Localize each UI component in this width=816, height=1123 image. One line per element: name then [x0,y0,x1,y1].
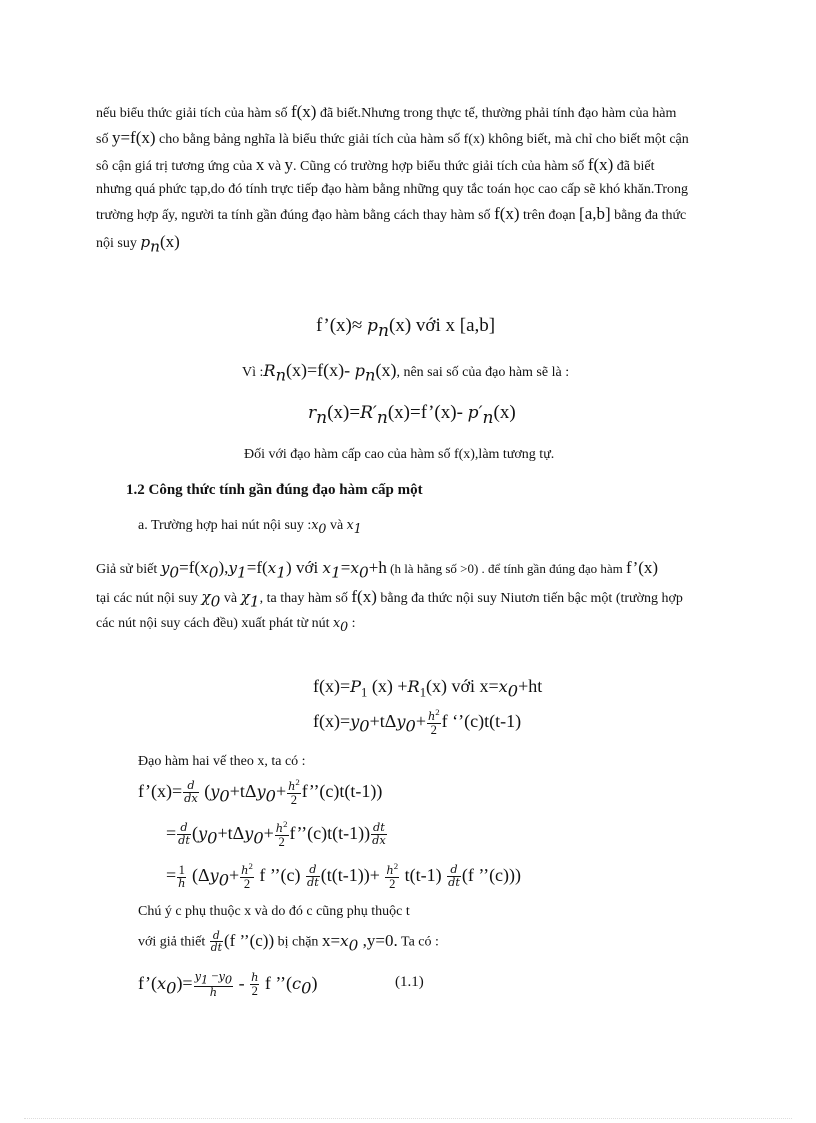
math: h [178,875,186,890]
math: h [209,985,217,1000]
math: x [498,677,508,696]
math: dt [373,820,385,835]
math-sub: n [150,237,160,256]
math: ), [218,558,229,577]
math: n [275,365,287,385]
math: 0 [208,563,219,582]
text: và [220,591,241,606]
math: ,y=0. [358,930,398,950]
note-line-2 [138,930,439,964]
math: 1 [201,972,209,987]
equation-5 [138,778,382,808]
math: 0 [318,520,327,536]
math: x= [321,930,341,950]
text: : [348,616,356,631]
math: 2 [290,793,298,808]
math: y [218,969,225,983]
equation-6 [166,820,388,850]
math: p [354,361,366,380]
text: nhưng quá phức tạp,do đó tính trực tiếp đạo hàm bằng những quy tắc toán học cao cấp sẽ khó khăn.Trong [96,182,689,197]
math: d [210,930,223,942]
math: f(x)= [313,676,351,696]
math: +ht [518,676,543,696]
math: c [292,973,302,993]
math: + [263,822,274,843]
text: cho bằng bảng nghĩa là biểu thức giải tích của hàm số f(x) không biết, mà chỉ cho biết một cận [155,132,689,147]
math: 0 [507,681,519,701]
math: + [229,864,240,885]
text: bị chặn [274,934,322,950]
paragraph-line-5 [96,204,686,226]
math: (x) với x [a,b] [389,315,496,336]
fraction [275,820,289,850]
math: 0 [359,716,370,736]
math: R′ [360,403,377,423]
math: y [160,559,170,577]
page-bottom-rule [24,1118,792,1119]
math: 0 [207,828,218,848]
fraction [371,822,387,847]
text: nếu biểu thức giải tích của hàm số [96,106,291,121]
fraction [183,780,199,805]
math: x [340,931,349,950]
derive-intro [138,752,306,772]
math: 2 [251,983,258,998]
fraction [250,969,259,998]
math: f’’(c)t(t-1)) [301,780,383,801]
math-x: (x) [160,232,180,251]
math: x [267,559,277,577]
text: Vì : [242,365,264,380]
math: 2 [283,819,288,829]
paragraph-line-2 [96,128,689,150]
subcase-line [138,515,362,539]
text: với giả thiết [138,934,209,950]
math: ) với [286,558,323,577]
math: y [210,781,220,801]
text: tại các nút nội suy [96,591,202,606]
math: h [427,709,436,724]
math: p′ [467,403,483,423]
math: f ‘’(c)t(t-1) [441,710,522,731]
math: 2 [278,835,285,850]
text: và [326,518,347,533]
math: y [396,711,406,731]
math: 0 [224,972,233,987]
math: dt [210,941,222,955]
math: f ’’(c) [254,864,305,885]
math: x [200,559,209,577]
math: (Δ [187,864,210,885]
math: ( [191,822,198,843]
text: Đối với đạo hàm cấp cao của hàm số f(x),làm tương tự. [244,447,555,462]
fraction [177,864,186,890]
text: . Cũng có trường hợp biểu thức giải tích của hàm số [293,159,588,174]
math: f ’’( [260,972,293,993]
text: nội suy [96,236,141,251]
math-yfx: y=f(x) [111,128,156,147]
math: 2 [435,707,440,717]
text: a. Trường hợp hai nút nội suy : [138,518,312,533]
math: 2 [248,861,253,871]
math: (x) với x= [425,676,499,696]
math: d [177,822,191,835]
math: n [376,407,388,428]
math: x [311,517,319,532]
math: y [256,781,266,801]
equation-2 [308,402,516,428]
math-fx: f(x) [587,155,614,174]
math: 0 [169,563,180,582]
math: =f( [246,558,268,577]
assume-line-3 [96,613,355,637]
math: 0 [301,978,312,998]
math: 0 [359,563,369,582]
math: y [228,559,238,577]
math: r [308,403,317,423]
equation-8 [138,970,317,999]
text: số [96,132,112,147]
math: f’(x)≈ [316,315,368,336]
math: 0 [219,786,230,806]
math: y [194,969,201,983]
math: f(x)= [313,710,351,731]
equation-7 [166,862,521,892]
fraction [177,822,191,847]
math: x [156,973,167,993]
math: 1 [419,685,426,700]
math-fx: f(x) [494,204,520,223]
math: dt [306,875,319,890]
error-line [242,360,569,386]
math: h [386,863,394,878]
math: h [275,821,284,836]
math: χ [240,588,250,606]
math: - [234,972,250,993]
math: dx [372,833,386,848]
paragraph-line-3 [96,155,655,177]
math: 2 [295,777,300,787]
math: R [263,361,276,380]
math: f’( [138,972,157,993]
math: 0 [265,786,276,806]
paragraph-line-1 [96,102,676,124]
math-fx: f(x) [290,102,317,121]
fraction [210,930,223,953]
fraction [306,864,320,889]
math: 1 [353,520,362,536]
math: 0 [210,592,221,611]
math: h [241,863,249,878]
math: 1 [237,563,247,582]
math: 2 [389,877,396,892]
math: 2 [243,877,251,892]
math: x [322,559,332,577]
fraction [287,778,301,808]
math: 1 [276,563,287,582]
math: n [365,365,376,385]
math: (x) + [367,676,408,696]
fraction [194,970,234,999]
math: f’’(c)t(t-1)) [289,822,371,843]
math-interval: [a,b] [579,204,611,223]
text: sô cận giá trị tương ứng của [96,159,256,174]
math: 1 [331,563,341,582]
math: R [407,677,420,696]
text: trường hợp ấy, người ta tính gần đúng đạo hàm bằng cách thay hàm số [96,208,495,223]
text: , ta thay hàm số [259,591,352,606]
math: (t(t-1))+ [320,864,385,885]
math: 0 [218,870,229,890]
math: 1 [249,592,260,611]
math: f’(x)= [138,780,183,801]
text: đã biết [613,159,655,174]
math: ( [199,780,211,801]
math: (x)=f’(x)- [387,402,468,423]
math: )= [176,972,193,993]
math: P [350,677,362,696]
higher-order-note [244,445,554,465]
math-p: p [140,233,151,251]
math: 0 [405,716,416,736]
math: n [378,320,390,341]
math: x [332,615,341,630]
math: 2 [393,861,399,871]
text: bằng đa thức nội suy Niutơn tiến bậc một (trường hợp [376,591,683,606]
math: d [306,864,320,877]
math: = [340,558,351,577]
math: 1 [361,685,368,700]
text: Đạo hàm hai vế theo x, ta có : [138,754,306,769]
fraction [240,862,254,892]
math: dx [184,791,198,806]
fraction [447,864,461,889]
math: f’(x) [625,558,659,577]
math: y [350,711,360,731]
assume-line-1 [96,558,658,582]
math: 0 [348,936,359,955]
math: = [166,822,177,843]
paragraph-line-4 [96,180,688,200]
math: 1 [178,862,185,877]
math: d [183,780,199,793]
math: ) [311,972,318,993]
math: y [244,823,254,843]
text: Ta có : [397,934,439,950]
text: Chú ý c phụ thuộc x và do đó c cũng phụ thuộc t [138,904,410,919]
text: đã biết.Nhưng trong thực tế, thường phải tính đạo hàm của hàm [316,106,677,121]
math: f(x) [351,587,377,606]
math: h [251,969,259,984]
math-x: x [255,155,265,174]
math: +tΔ [369,710,397,731]
math: dt [448,875,460,890]
equation-number: (1.1) [395,974,424,990]
math: = [166,864,177,885]
math: + [275,780,287,801]
math: x [346,517,354,532]
text: trên đoạn [519,208,580,223]
note-line-1 [138,902,410,922]
math: (f ’’(c))) [461,864,522,885]
math: − [208,969,219,983]
fraction [427,708,441,738]
section-heading: 1.2 Công thức tính gần đúng đạo hàm cấp một [126,482,423,498]
math-y: y [284,155,294,174]
math: + [415,710,426,731]
math: 0 [253,828,264,848]
math: (x)=f(x)- [286,360,355,380]
math: p [367,316,378,336]
fraction [385,862,399,892]
math: χ [201,588,211,606]
math: t(t-1) [400,864,447,885]
equation-3 [313,676,542,701]
math: (x) [493,402,516,423]
math: y [209,865,219,885]
equation-4 [313,708,521,738]
paragraph-line-6 [96,232,180,256]
math: d [447,864,461,877]
math: h [288,779,296,794]
equation-1 [316,315,495,341]
text: Giả sử biết [96,562,161,577]
math: +tΔ [217,822,245,843]
math: n [316,407,328,428]
math: (x)= [327,402,361,423]
math: =f( [179,558,201,577]
math: n [482,407,494,428]
text: các nút nội suy cách đều) xuất phát từ nút [96,616,333,631]
math: 0 [340,618,349,634]
math: +h [368,558,387,577]
math: x [350,559,360,577]
math: 2 [430,723,437,738]
assume-line-2 [96,587,683,611]
math: dt [178,833,190,848]
math: +tΔ [229,780,257,801]
math: (x) [375,360,397,380]
text: bằng đa thức [610,208,687,223]
text: và [264,159,285,174]
text: , nên sai số của đạo hàm sẽ là : [396,365,570,380]
math: 0 [166,978,177,998]
math: (f ’’(c)) [223,930,275,950]
math: y [197,823,208,843]
text: (h là hằng số >0) . để tính gần đúng đạo hàm [386,561,626,576]
